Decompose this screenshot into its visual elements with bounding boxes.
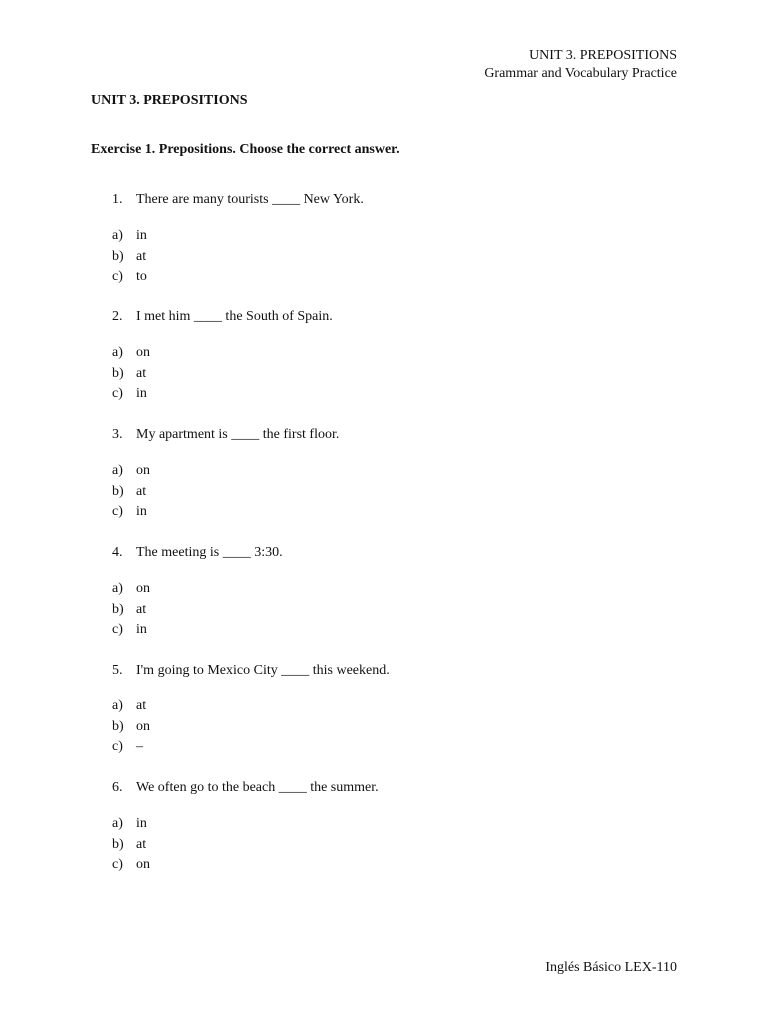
option-letter: b) — [112, 483, 124, 499]
question-number: 4. — [112, 545, 123, 560]
option-item — [112, 836, 150, 857]
option-text: in — [136, 228, 147, 243]
option-item — [112, 248, 147, 269]
option-text: on — [136, 463, 150, 478]
question-5 — [112, 662, 390, 680]
option-item — [112, 601, 150, 622]
option-letter: b) — [112, 601, 124, 617]
option-item — [112, 815, 150, 836]
header-unit-title: UNIT 3. PREPOSITIONS — [529, 48, 677, 63]
question-text: I met him ____ the South of Spain. — [136, 309, 333, 324]
question-text: I'm going to Mexico City ____ this weekend. — [136, 663, 390, 678]
option-text: at — [136, 836, 147, 852]
header-subtitle: Grammar and Vocabulary Practice — [484, 66, 677, 81]
option-letter: a) — [112, 698, 123, 713]
option-text: – — [136, 739, 143, 755]
option-letter: b) — [112, 365, 124, 381]
option-text: on — [136, 718, 150, 734]
option-letter: b) — [112, 248, 124, 264]
question-text: The meeting is ____ 3:30. — [136, 545, 283, 560]
option-item — [112, 462, 150, 483]
question-number: 1. — [112, 192, 123, 207]
option-text: on — [136, 857, 150, 873]
option-text: in — [136, 622, 147, 638]
question-1 — [112, 191, 364, 209]
option-item — [112, 344, 150, 365]
option-text: at — [136, 483, 147, 499]
options-list-3 — [112, 462, 150, 524]
option-item — [112, 268, 147, 289]
option-item — [112, 503, 150, 524]
option-text: at — [136, 698, 147, 713]
option-text: at — [136, 248, 147, 264]
option-item — [112, 483, 150, 504]
option-item — [112, 697, 150, 718]
question-4 — [112, 544, 283, 562]
option-item — [112, 365, 150, 386]
option-letter: a) — [112, 345, 123, 360]
options-list-4 — [112, 580, 150, 642]
question-text: My apartment is ____ the first floor. — [136, 427, 340, 442]
options-list-1 — [112, 227, 147, 289]
option-item — [112, 227, 147, 248]
option-text: at — [136, 601, 147, 617]
option-text: in — [136, 816, 147, 831]
option-letter: a) — [112, 463, 123, 478]
options-list-2 — [112, 344, 150, 406]
option-letter: c) — [112, 622, 123, 638]
question-number: 3. — [112, 427, 123, 442]
option-text: on — [136, 581, 150, 596]
question-text: There are many tourists ____ New York. — [136, 192, 364, 207]
options-list-5 — [112, 697, 150, 759]
question-2 — [112, 308, 333, 326]
option-letter: a) — [112, 816, 123, 831]
option-letter: a) — [112, 581, 123, 596]
exercise-instructions: Exercise 1. Prepositions. Choose the correct answer. — [91, 142, 400, 157]
option-letter: c) — [112, 269, 123, 285]
question-6 — [112, 779, 379, 797]
option-text: in — [136, 504, 147, 520]
question-number: 6. — [112, 780, 123, 795]
option-text: to — [136, 269, 147, 285]
option-text: at — [136, 365, 147, 381]
option-letter: c) — [112, 386, 123, 402]
question-number: 5. — [112, 663, 123, 678]
option-letter: b) — [112, 718, 124, 734]
option-letter: c) — [112, 504, 123, 520]
question-3 — [112, 426, 339, 444]
option-letter: b) — [112, 836, 124, 852]
option-item — [112, 385, 150, 406]
option-item — [112, 856, 150, 877]
option-item — [112, 621, 150, 642]
page-footer: Inglés Básico LEX-110 — [545, 960, 677, 975]
option-text: on — [136, 345, 150, 360]
question-number: 2. — [112, 309, 123, 324]
question-text: We often go to the beach ____ the summer. — [136, 780, 379, 795]
option-letter: c) — [112, 739, 123, 755]
option-text: in — [136, 386, 147, 402]
options-list-6 — [112, 815, 150, 877]
page-title: UNIT 3. PREPOSITIONS — [91, 93, 248, 108]
option-item — [112, 738, 150, 759]
option-item — [112, 718, 150, 739]
option-letter: c) — [112, 857, 123, 873]
option-letter: a) — [112, 228, 123, 243]
option-item — [112, 580, 150, 601]
